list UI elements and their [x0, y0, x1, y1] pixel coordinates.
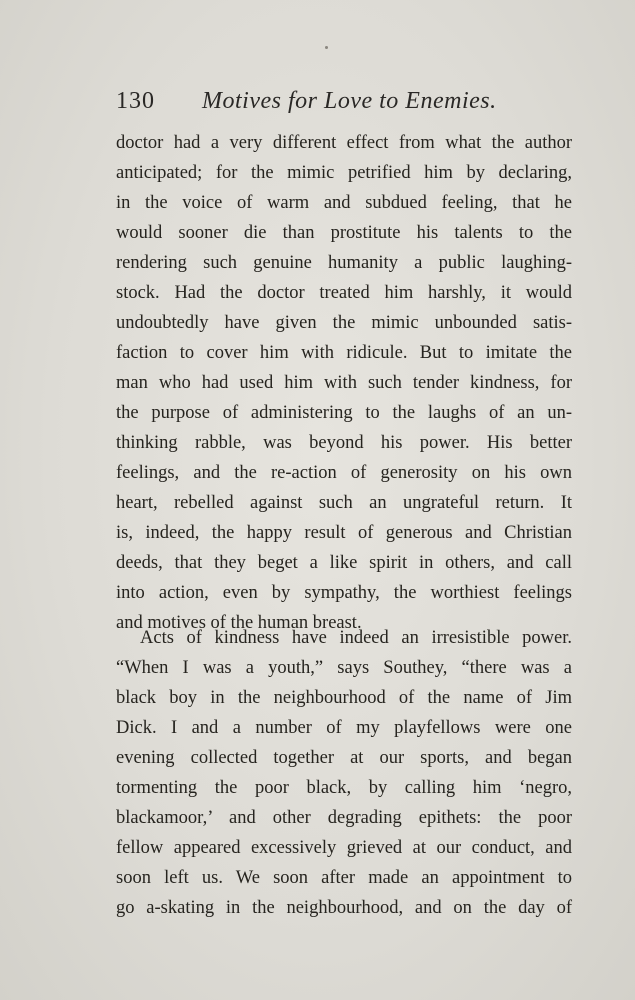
running-head: Motives for Love to Enemies.: [202, 88, 497, 114]
text-line: heart, rebelled against such an ungrateful return. It: [116, 493, 572, 513]
text-line: deeds, that they beget a like spirit in others, and call: [116, 553, 572, 573]
text-line: tormenting the poor black, by calling him ‘negro,: [116, 778, 572, 798]
text-line: fellow appeared excessively grieved at our conduct, and: [116, 838, 572, 858]
text-line: stock. Had the doctor treated him harshly, it would: [116, 283, 572, 303]
text-line: is, indeed, the happy result of generous and Christian: [116, 523, 572, 543]
text-line: black boy in the neighbourhood of the name of Jim: [116, 688, 572, 708]
paper-speck: [325, 46, 328, 49]
text-line: undoubtedly have given the mimic unbounded satis-: [116, 313, 572, 333]
text-line: thinking rabble, was beyond his power. His better: [116, 433, 572, 453]
text-line: in the voice of warm and subdued feeling, that he: [116, 193, 572, 213]
text-line: Acts of kindness have indeed an irresistible power.: [140, 628, 572, 648]
text-line: soon left us. We soon after made an appointment to: [116, 868, 572, 888]
text-line: Dick. I and a number of my playfellows were one: [116, 718, 572, 738]
text-line: the purpose of administering to the laughs of an un-: [116, 403, 572, 423]
text-line: and motives of the human breast.: [116, 613, 362, 633]
page-header: [116, 88, 576, 118]
page-number: 130: [116, 88, 155, 114]
text-line: would sooner die than prostitute his talents to the: [116, 223, 572, 243]
text-line: feelings, and the re-action of generosity on his own: [116, 463, 572, 483]
text-line: rendering such genuine humanity a public laughing-: [116, 253, 572, 273]
text-line: anticipated; for the mimic petrified him by declaring,: [116, 163, 572, 183]
text-line: blackamoor,’ and other degrading epithets: the poor: [116, 808, 572, 828]
text-line: into action, even by sympathy, the worthiest feelings: [116, 583, 572, 603]
text-line: doctor had a very different effect from what the author: [116, 133, 572, 153]
text-line: evening collected together at our sports, and began: [116, 748, 572, 768]
text-line: “When I was a youth,” says Southey, “there was a: [116, 658, 572, 678]
text-line: go a-skating in the neighbourhood, and on the day of: [116, 898, 572, 918]
text-line: man who had used him with such tender kindness, for: [116, 373, 572, 393]
text-line: faction to cover him with ridicule. But to imitate the: [116, 343, 572, 363]
